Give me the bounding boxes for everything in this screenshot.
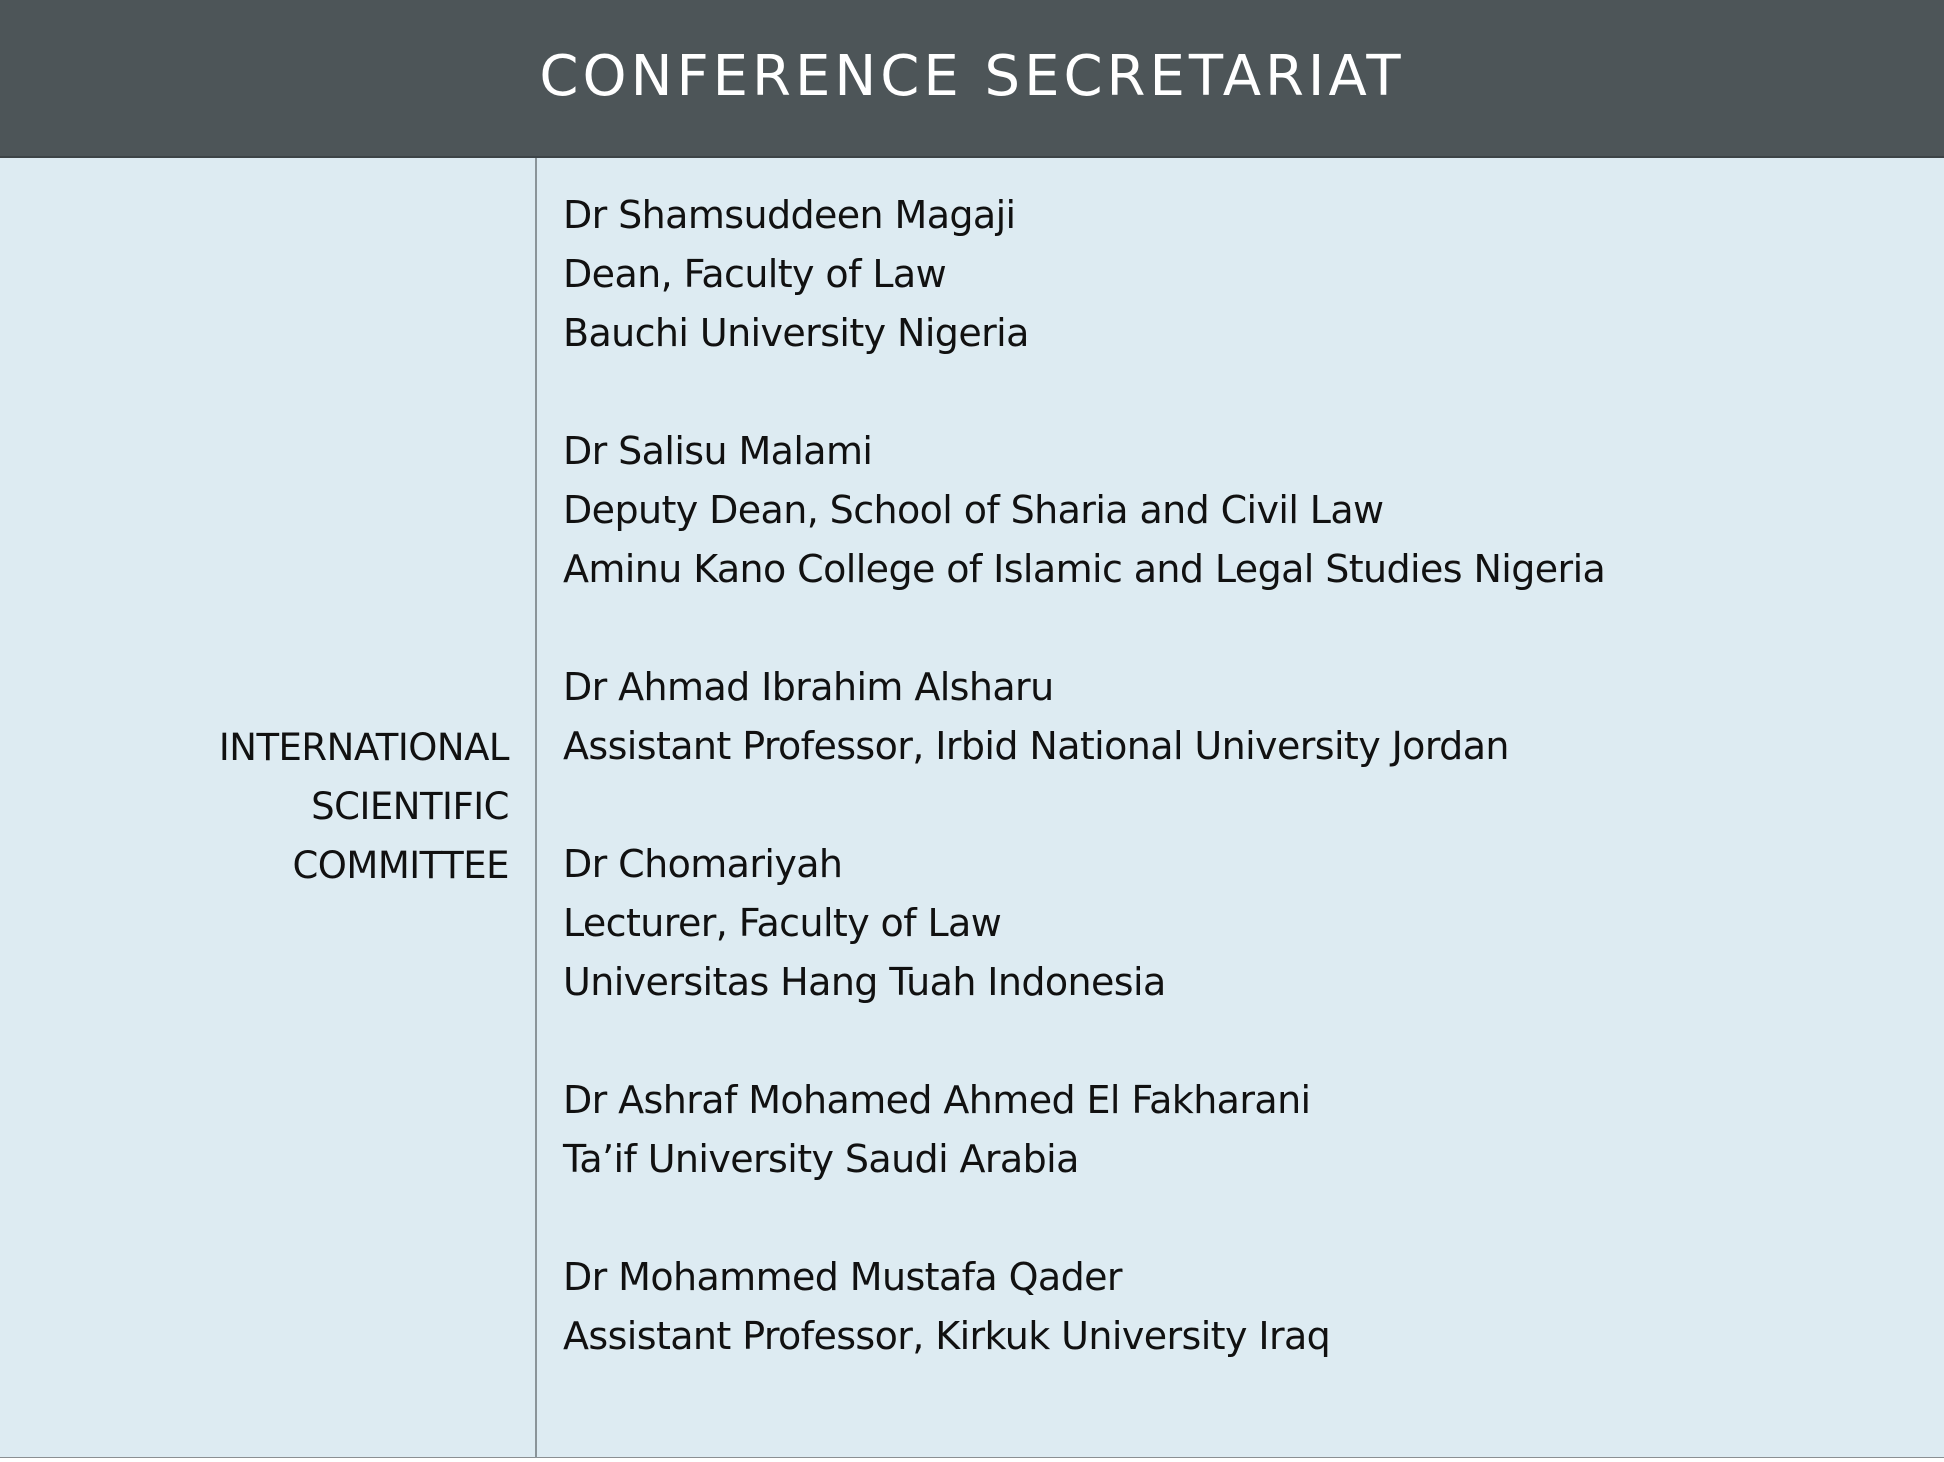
member-title: Deputy Dean, School of Sharia and Civil Law	[563, 488, 1384, 532]
member-name: Dr Mohammed Mustafa Qader	[563, 1255, 1122, 1299]
column-divider	[535, 158, 537, 1458]
member-affiliation: Ta’if University Saudi Arabia	[563, 1137, 1079, 1181]
member-entry	[563, 1071, 1923, 1189]
member-name: Dr Ashraf Mohamed Ahmed El Fakharani	[563, 1078, 1311, 1122]
member-title: Lecturer, Faculty of Law	[563, 901, 1002, 945]
table-header	[0, 0, 1944, 158]
member-affiliation: Bauchi University Nigeria	[563, 311, 1029, 355]
member-title: Assistant Professor, Kirkuk University Iraq	[563, 1314, 1331, 1358]
member-list	[563, 186, 1923, 1425]
member-name: Dr Shamsuddeen Magaji	[563, 193, 1016, 237]
member-affiliation: Universitas Hang Tuah Indonesia	[563, 960, 1166, 1004]
member-entry	[563, 835, 1923, 1012]
committee-label-line: COMMITTEE	[292, 844, 509, 887]
member-name: Dr Chomariyah	[563, 842, 843, 886]
committee-label-line: INTERNATIONAL	[218, 726, 509, 769]
member-name: Dr Salisu Malami	[563, 429, 873, 473]
member-title: Assistant Professor, Irbid National University Jordan	[563, 724, 1509, 768]
member-entry	[563, 186, 1923, 363]
committee-label	[0, 718, 509, 895]
member-affiliation: Aminu Kano College of Islamic and Legal Studies Nigeria	[563, 547, 1606, 591]
member-name: Dr Ahmad Ibrahim Alsharu	[563, 665, 1054, 709]
member-entry	[563, 422, 1923, 599]
page-title: CONFERENCE SECRETARIAT	[539, 43, 1405, 109]
committee-label-line: SCIENTIFIC	[311, 785, 509, 828]
member-entry	[563, 1248, 1923, 1366]
member-title: Dean, Faculty of Law	[563, 252, 947, 296]
member-entry	[563, 658, 1923, 776]
